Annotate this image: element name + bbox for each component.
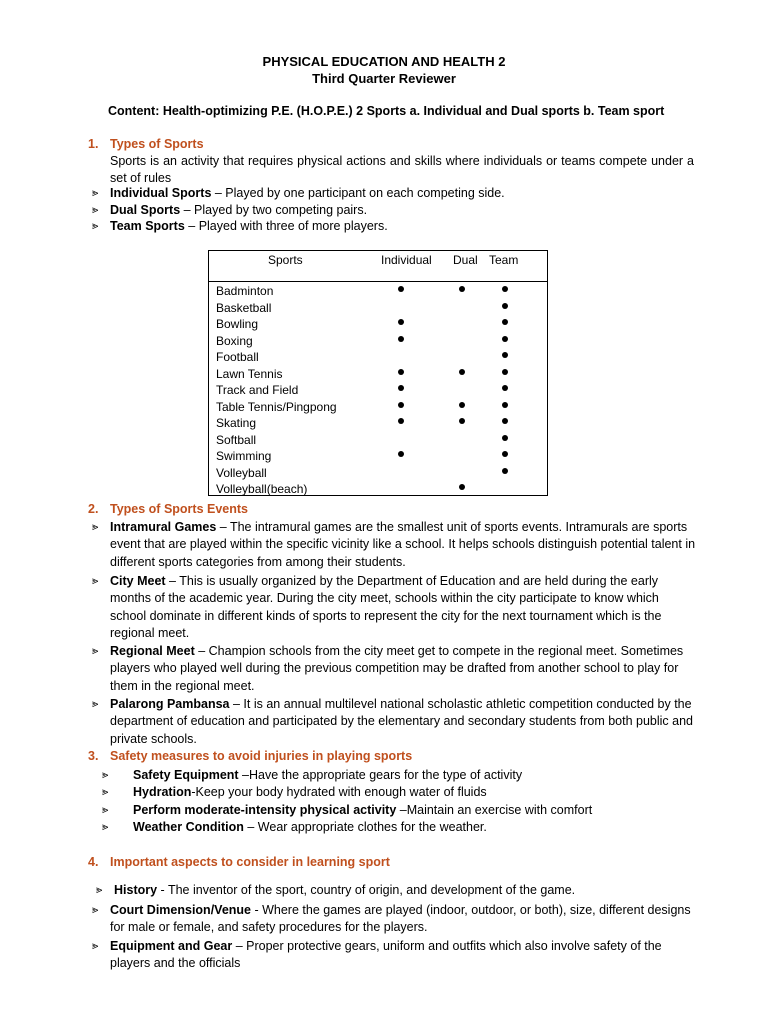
table-cell-sport-name: Basketball	[216, 300, 272, 315]
section-4-number: 4.	[88, 855, 99, 869]
section-2-heading	[88, 502, 248, 516]
bullet-arrow-icon: ⪢	[102, 804, 109, 816]
table-cell-sport-name: Skating	[216, 416, 257, 430]
table-dot-team	[502, 402, 508, 408]
bullet-term: Safety Equipment	[133, 768, 239, 782]
table-dot-dual	[459, 402, 465, 408]
table-cell-sport-name: Swimming	[216, 449, 272, 463]
bullet-arrow-icon: ⪢	[92, 187, 99, 199]
table-dot-team	[502, 336, 508, 342]
bullet-arrow-icon: ⪢	[102, 821, 109, 833]
table-dot-team	[502, 286, 508, 292]
list-item	[92, 573, 697, 642]
table-dot-team	[502, 319, 508, 325]
table-cell-sport-name: Softball	[216, 432, 257, 447]
bullet-arrow-icon: ⪢	[92, 204, 99, 216]
bullet-desc: – Wear appropriate clothes for the weather.	[243, 820, 487, 834]
section-1-intro: Sports is an activity that requires physical actions and skills where individuals or teams compete under a set of rules	[110, 154, 694, 185]
bullet-arrow-icon: ⪢	[102, 769, 109, 781]
bullet-arrow-icon: ⪢	[92, 521, 99, 533]
bullet-arrow-icon: ⪢	[92, 904, 99, 916]
list-item	[92, 218, 697, 235]
bullet-arrow-icon: ⪢	[102, 786, 109, 798]
table-dot-individual	[398, 418, 404, 424]
section-3-title: Safety measures to avoid injuries in playing sports	[110, 749, 413, 763]
bullet-term: History	[114, 883, 158, 897]
list-item	[102, 802, 702, 819]
section-1-title: Types of Sports	[110, 137, 204, 151]
table-dot-team	[502, 468, 508, 474]
list-item	[102, 767, 702, 784]
bullet-desc: – This is usually organized by the Department of Education and are held during the early months of the academic year. During the city meet, schools within the city participate to know which school dominate in different kinds of sports to represent the city for the next tournament which is the regional meet.	[110, 574, 662, 640]
bullet-term: Perform moderate-intensity physical activity	[133, 803, 397, 817]
section-2-number: 2.	[88, 502, 99, 516]
section-2-title: Types of Sports Events	[110, 502, 248, 516]
list-item	[102, 819, 702, 836]
table-header-sports: Sports	[268, 253, 303, 267]
table-dot-team	[502, 418, 508, 424]
bullet-term: Regional Meet	[110, 644, 195, 658]
section-3-number: 3.	[88, 749, 99, 763]
bullet-desc: – Champion schools from the city meet get to compete in the regional meet. Sometimes players who played well during the previous competition may be drafted from another school to play for them in the regional meet.	[110, 644, 684, 693]
bullet-desc: –Have the appropriate gears for the type of activity	[238, 768, 523, 782]
table-dot-team	[502, 352, 508, 358]
bullet-term: Intramural Games	[110, 520, 217, 534]
table-dot-dual	[459, 286, 465, 292]
table-dot-individual	[398, 385, 404, 391]
bullet-term: Dual Sports	[110, 203, 181, 217]
table-dot-individual	[398, 402, 404, 408]
table-dot-individual	[398, 286, 404, 292]
table-header-individual: Individual	[381, 253, 432, 267]
table-cell-sport-name: Table Tennis/Pingpong	[216, 399, 337, 414]
table-cell-sport-name: Badminton	[216, 284, 274, 298]
table-header-dual: Dual	[453, 253, 478, 267]
bullet-desc: – It is an annual multilevel national scholastic athletic competition conducted by the department of education and participated by the elementary and secondary students from both public and private schools.	[110, 697, 694, 746]
table-cell-sport-name: Volleyball	[216, 465, 267, 480]
table-cell-sport-name: Bowling	[216, 317, 259, 331]
bullet-term: Hydration	[133, 785, 192, 799]
document-subtitle: Third Quarter Reviewer	[312, 71, 456, 86]
bullet-term: Equipment and Gear	[110, 939, 233, 953]
bullet-term: Court Dimension/Venue	[110, 903, 251, 917]
document-title: PHYSICAL EDUCATION AND HEALTH 2	[262, 54, 506, 69]
list-item	[92, 202, 697, 219]
table-dot-individual	[398, 319, 404, 325]
table-dot-team	[502, 451, 508, 457]
bullet-desc: –Maintain an exercise with comfort	[396, 803, 593, 817]
section-1-number: 1.	[88, 137, 99, 151]
bullet-desc: – Played by one participant on each competing side.	[211, 186, 505, 200]
bullet-desc: – Played with three of more players.	[184, 219, 388, 233]
table-dot-team	[502, 435, 508, 441]
bullet-term: Weather Condition	[133, 820, 244, 834]
table-cell-sport-name: Football	[216, 350, 259, 364]
table-dot-individual	[398, 336, 404, 342]
table-dot-team	[502, 303, 508, 309]
bullet-desc: - The inventor of the sport, country of origin, and development of the game.	[157, 883, 576, 897]
table-dot-dual	[459, 418, 465, 424]
bullet-desc: - Where the games are played (indoor, outdoor, or both), size, different designs for male or female, and safety procedures for the players.	[110, 903, 691, 935]
table-dot-dual	[459, 484, 465, 490]
bullet-desc: -Keep your body hydrated with enough water of fluids	[191, 785, 487, 799]
table-cell-sport-name: Track and Field	[216, 383, 299, 397]
bullet-term: Team Sports	[110, 219, 185, 233]
list-item	[92, 696, 697, 748]
table-header-team: Team	[489, 253, 519, 267]
list-item	[92, 519, 697, 571]
bullet-desc: – Proper protective gears, uniform and outfits which also involve safety of the players and the officials	[110, 939, 662, 971]
table-dot-team	[502, 369, 508, 375]
list-item	[92, 938, 697, 973]
section-4-heading	[88, 855, 390, 869]
section-4-title: Important aspects to consider in learning sport	[110, 855, 390, 869]
bullet-arrow-icon: ⪢	[92, 645, 99, 657]
section-3-heading	[88, 749, 412, 763]
bullet-arrow-icon: ⪢	[92, 698, 99, 710]
content-line: Content: Health-optimizing P.E. (H.O.P.E.) 2 Sports a. Individual and Dual sports b. Team sport	[108, 104, 665, 118]
table-cell-sport-name: Boxing	[216, 333, 253, 348]
bullet-arrow-icon: ⪢	[96, 884, 103, 896]
bullet-term: City Meet	[110, 574, 166, 588]
bullet-term: Palarong Pambansa	[110, 697, 230, 711]
list-item	[92, 643, 697, 695]
list-item	[96, 882, 701, 899]
list-item	[92, 185, 697, 202]
table-cell-sport-name: Volleyball(beach)	[216, 482, 308, 496]
table-dot-team	[502, 385, 508, 391]
section-1-heading	[88, 137, 204, 151]
table-dot-dual	[459, 369, 465, 375]
bullet-term: Individual Sports	[110, 186, 212, 200]
list-item	[102, 784, 702, 801]
table-cell-sport-name: Lawn Tennis	[216, 366, 283, 381]
bullet-arrow-icon: ⪢	[92, 940, 99, 952]
table-dot-individual	[398, 451, 404, 457]
bullet-desc: – The intramural games are the smallest unit of sports events. Intramurals are sports event that are played within the specific vicinity like a school. It helps schools distinguish potential talent in different sports categories from among their students.	[110, 520, 696, 569]
list-item	[92, 902, 697, 937]
bullet-arrow-icon: ⪢	[92, 575, 99, 587]
bullet-desc: – Played by two competing pairs.	[180, 203, 368, 217]
bullet-arrow-icon: ⪢	[92, 220, 99, 232]
table-dot-individual	[398, 369, 404, 375]
